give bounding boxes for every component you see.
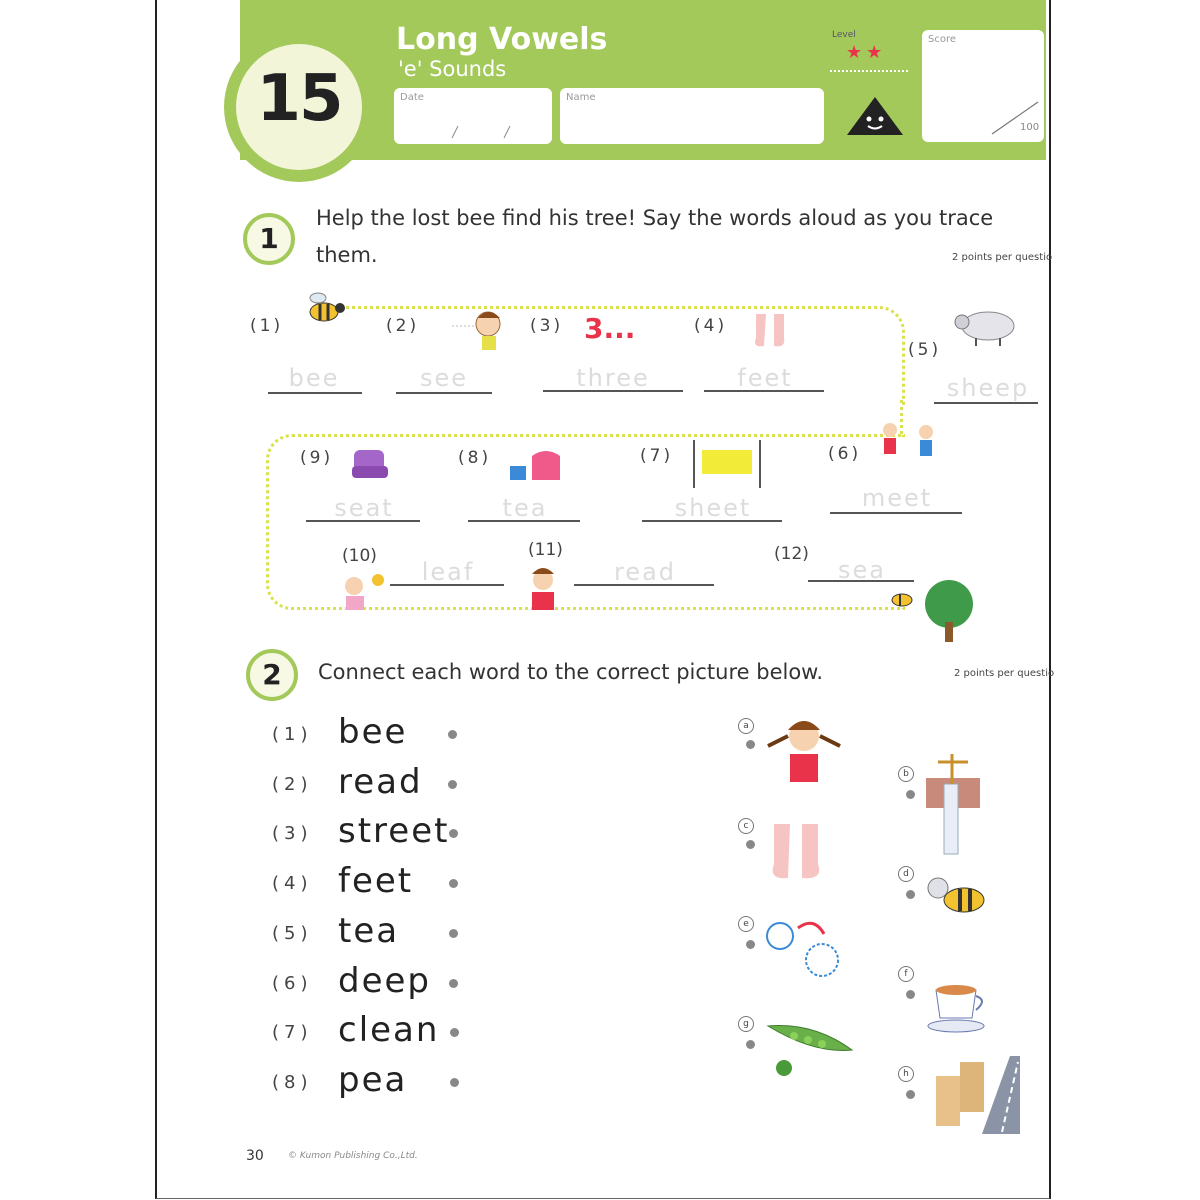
connect-num: (3) — [272, 823, 313, 844]
trace-word: three — [576, 364, 650, 392]
picture-label: e — [738, 916, 754, 932]
page-subtitle: 'e' Sounds — [398, 57, 507, 81]
section-1-instruction — [316, 200, 1036, 274]
level-label: Level — [832, 30, 856, 40]
trace-word: leaf — [421, 558, 475, 586]
page-number: 30 — [246, 1148, 264, 1164]
picture-dot[interactable] — [906, 790, 915, 799]
score-label: Score — [928, 34, 957, 45]
section-1-instruction-line2: them. — [316, 243, 378, 267]
page-title: Long Vowels — [396, 22, 608, 57]
trace-item-num: (12) — [774, 544, 809, 564]
write-line — [468, 520, 580, 522]
write-line — [306, 520, 420, 522]
section-1-points: 2 points per questio — [952, 252, 1053, 263]
trace-word: sheep — [946, 374, 1030, 402]
write-line — [268, 392, 362, 394]
picture-label: c — [738, 818, 754, 834]
date-slashes — [394, 88, 552, 144]
connect-dot[interactable] — [449, 879, 458, 888]
kumon-triangle-icon — [845, 95, 905, 137]
trace-item-num: (5) — [908, 340, 942, 360]
deep-diagram-icon — [764, 918, 844, 980]
connect-word: read — [338, 762, 423, 802]
picture-dot[interactable] — [746, 940, 755, 949]
connect-num: (5) — [272, 923, 313, 944]
trace-word: bee — [288, 364, 340, 392]
write-line — [390, 584, 504, 586]
score-max: 100 — [1020, 122, 1040, 133]
picture-label: b — [898, 766, 914, 782]
trace-word: feet — [737, 364, 793, 392]
connect-num: (1) — [272, 724, 313, 745]
girl-with-flower-icon — [336, 572, 388, 612]
picture-label: g — [738, 1016, 754, 1032]
tree-icon — [918, 578, 980, 642]
girl-reading-icon — [518, 566, 568, 612]
tea-cup-icon — [926, 976, 990, 1034]
trace-item-num: (2) — [386, 316, 420, 336]
bee-icon — [302, 290, 350, 330]
trace-item-num: (8) — [458, 448, 492, 468]
connect-dot[interactable] — [449, 979, 458, 988]
sheep-icon — [950, 306, 1020, 346]
write-line — [934, 402, 1038, 404]
trace-word: meet — [861, 484, 933, 512]
copyright: © Kumon Publishing Co.,Ltd. — [288, 1151, 418, 1161]
write-line — [830, 512, 962, 514]
write-line — [704, 390, 824, 392]
connect-dot[interactable] — [448, 780, 457, 789]
section-1-number: 1 — [243, 213, 295, 265]
connect-num: (4) — [272, 873, 313, 894]
street-digging-icon — [922, 754, 984, 858]
boy-looking-icon — [450, 306, 510, 354]
write-line — [808, 580, 914, 582]
connect-word: bee — [338, 712, 408, 752]
connect-dot[interactable] — [450, 1028, 459, 1037]
kids-meeting-icon — [876, 420, 942, 464]
picture-label: f — [898, 966, 914, 982]
tea-set-icon — [508, 448, 566, 484]
trace-item-num: (9) — [300, 448, 334, 468]
trace-item-num: (6) — [828, 444, 862, 464]
section-2-instruction: Connect each word to the correct picture below. — [318, 660, 824, 684]
connect-word: street — [338, 811, 450, 851]
feet-icon — [748, 312, 794, 352]
section-1-instruction-line1: Help the lost bee find his tree! Say the words aloud as you trace — [316, 206, 994, 230]
level-stars: ★★ — [846, 42, 887, 63]
write-line — [396, 392, 492, 394]
trace-item-num: (10) — [342, 546, 377, 566]
picture-label: a — [738, 718, 754, 734]
level-divider — [830, 70, 908, 72]
three-label: 3... — [584, 312, 636, 345]
name-field[interactable] — [560, 88, 824, 144]
trace-word: read — [613, 558, 677, 586]
feet-icon — [764, 822, 834, 882]
picture-dot[interactable] — [746, 1040, 755, 1049]
trace-word: sheet — [674, 494, 752, 522]
section-2-number: 2 — [246, 649, 298, 701]
seat-icon — [350, 446, 392, 484]
write-line — [543, 390, 683, 392]
write-line — [574, 584, 714, 586]
trace-item-num: (3) — [530, 316, 564, 336]
small-bee-icon — [888, 588, 916, 610]
picture-dot[interactable] — [746, 740, 755, 749]
picture-dot[interactable] — [906, 890, 915, 899]
date-field[interactable] — [394, 88, 552, 144]
trace-word: see — [419, 364, 469, 392]
connect-word: pea — [338, 1060, 408, 1100]
connect-dot[interactable] — [449, 829, 458, 838]
connect-num: (6) — [272, 973, 313, 994]
date-label: Date — [400, 92, 424, 103]
connect-word: tea — [338, 911, 400, 951]
trace-item-num: (7) — [640, 446, 674, 466]
city-street-icon — [932, 1052, 1020, 1134]
connect-dot[interactable] — [450, 1078, 459, 1087]
name-label: Name — [566, 92, 596, 103]
section-2-points: 2 points per questio — [954, 668, 1055, 679]
picture-dot[interactable] — [906, 990, 915, 999]
picture-label: d — [898, 866, 914, 882]
bee-icon — [924, 870, 990, 920]
lesson-number: 15 — [256, 62, 342, 136]
connect-num: (2) — [272, 774, 313, 795]
trace-item-num: (11) — [528, 540, 563, 560]
trace-word: tea — [502, 494, 548, 522]
connect-num: (7) — [272, 1022, 313, 1043]
sheet-on-line-icon — [690, 440, 764, 488]
trace-item-num: (4) — [694, 316, 728, 336]
pea-icon — [764, 1018, 856, 1078]
trace-word: sea — [838, 556, 886, 584]
connect-dot[interactable] — [449, 929, 458, 938]
girl-reading-icon — [764, 716, 844, 786]
connect-word: feet — [338, 861, 414, 901]
picture-dot[interactable] — [746, 840, 755, 849]
connect-word: deep — [338, 961, 431, 1001]
connect-word: clean — [338, 1010, 440, 1050]
picture-dot[interactable] — [906, 1090, 915, 1099]
connect-num: (8) — [272, 1072, 313, 1093]
trace-item-num: (1) — [250, 316, 284, 336]
trace-word: seat — [334, 494, 394, 522]
picture-label: h — [898, 1066, 914, 1082]
write-line — [642, 520, 782, 522]
connect-dot[interactable] — [448, 730, 457, 739]
